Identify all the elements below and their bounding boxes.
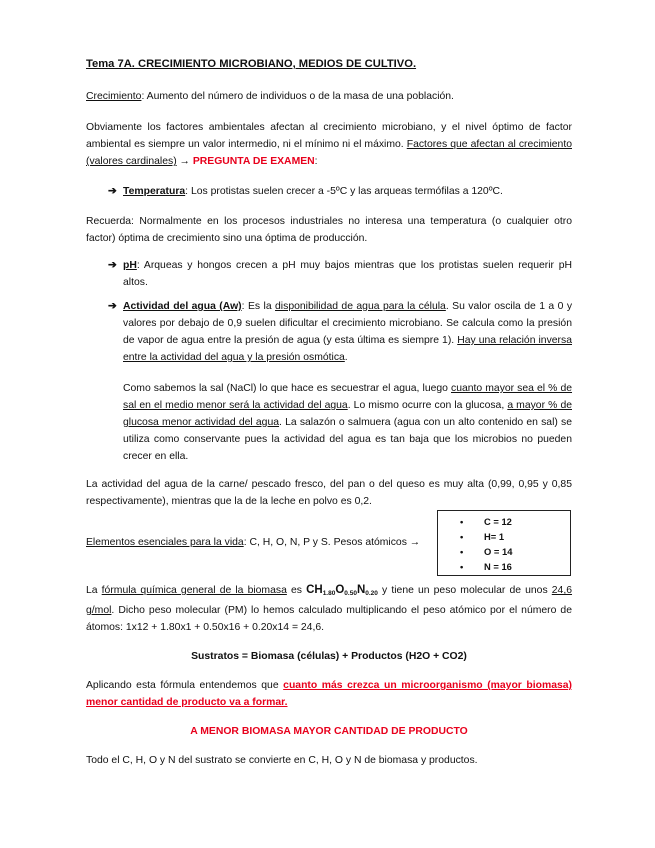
sal-text-2: . Lo mismo ocurre con la glucosa, (347, 400, 508, 411)
sal-text-1: Como sabemos la sal (NaCl) lo que hace es secuestrar el agua, luego (123, 383, 451, 394)
elementos-text (86, 534, 420, 551)
paragraph-crecimiento (86, 88, 572, 105)
formula-underline-2: 24,6 g/mol (86, 585, 573, 616)
paragraph-recuerda: Recuerda: Normalmente en los procesos industriales no interesa una temperatura (o cualquier otro factor) óptima de crecimiento sino una óptima de producción. (86, 216, 572, 244)
equation-line: Sustratos = Biomasa (células) + Productos (H2O + CO2) (191, 651, 467, 662)
atomic-weight-item: • C = 12 (460, 514, 570, 529)
formula-sub-h: 1.80 (322, 590, 336, 597)
aplicando-text: Aplicando esta fórmula entendemos que (86, 680, 284, 691)
bullet-aw-text (123, 298, 572, 366)
bullet-temperatura (108, 183, 572, 200)
paragraph-aplicando (86, 677, 572, 711)
formula-n: N (356, 584, 366, 596)
bullet-ph-text (123, 257, 572, 291)
document-page (86, 56, 572, 779)
aw-underline-2: Hay una relación inversa entre la actividad del agua y la presión osmótica (123, 335, 572, 363)
term-temperatura: Temperatura (123, 186, 186, 197)
exam-label: PREGUNTA DE EXAMEN (192, 156, 315, 167)
bullet-temperatura-text (123, 183, 572, 200)
atomic-weight-item: • O = 14 (460, 544, 570, 559)
formula-underline-1: fórmula química general de la biomasa (101, 585, 287, 596)
term-ph: pH (123, 260, 137, 271)
arrow-bullet-icon: ➔ (108, 301, 117, 312)
term-elementos: Elementos esenciales para la vida (86, 537, 244, 548)
arrow-bullet-icon: ➔ (108, 260, 117, 271)
bullet-ph (108, 257, 572, 291)
formula-sub-n: 0.20 (365, 590, 378, 597)
highlight-statement: A MENOR BIOMASA MAYOR CANTIDAD DE PRODUCTO (190, 726, 468, 737)
sal-underline-1: cuanto mayor sea el % de sal en el medio menor será la actividad del agua (123, 383, 573, 411)
formula-sub-o: 0.50 (344, 590, 357, 597)
atomic-weight-item: • H= 1 (460, 529, 570, 544)
aplicando-red-text: cuanto más crezca un microorganismo (mayor biomasa) menor cantidad de producto va a formar. (86, 680, 572, 708)
formula-text-1: La (86, 585, 102, 596)
aw-underline-1: disponibilidad de agua para la célula (275, 301, 446, 312)
formula-text-4: . Dicho peso molecular (PM) lo hemos calculado multiplicando el peso atómico por el número de átomos: 1x12 + 1.80x1 + 0.50x16 + 0.20x14 = 24,6. (86, 605, 572, 633)
formula-o: O (335, 584, 345, 596)
definition-crecimiento: : Aumento del número de individuos o de la masa de una población. (141, 91, 454, 102)
factores-text: Obviamente los factores ambientales afectan al crecimiento microbiano, y el nivel óptimo de factor ambiental es siempre un valor intermedio, ni el mínimo ni el máximo. (86, 122, 572, 150)
term-aw: Actividad del agua (Aw) (123, 301, 242, 312)
document-title: Tema 7A. CRECIMIENTO MICROBIANO, MEDIOS DE CULTIVO. (86, 58, 417, 70)
biomass-formula (306, 584, 378, 596)
sal-underline-2: a mayor % de glucosa menor actividad del agua (123, 400, 572, 428)
atomic-weight-item: • N = 16 (460, 559, 570, 574)
formula-text-3: y tiene un peso molecular de unos (377, 585, 552, 596)
elementos-row (86, 510, 572, 572)
arrow-bullet-icon: ➔ (108, 186, 117, 197)
aw-text-3: . (344, 352, 348, 363)
paragraph-final: Todo el C, H, O y N del sustrato se convierte en C, H, O y N de biomasa y productos. (86, 755, 478, 766)
paragraph-sal (123, 380, 572, 465)
term-crecimiento: Crecimiento (86, 91, 142, 102)
sal-text-3: . La salazón o salmuera (agua con un alto contenido en sal) se utiliza como conservante pues la actividad del agua es tan baja que los microbios no pueden crecer en ella. (123, 417, 573, 462)
paragraph-formula (86, 582, 572, 636)
paragraph-carne: La actividad del agua de la carne/ pescado fresco, del pan o del queso es muy alta (0,99, 0,95 y 0,85 respectivamente), mientras que la de la leche en polvo es 0,2. (86, 479, 572, 507)
factores-link-text: Factores que afectan al crecimiento (valores cardinales) (86, 139, 572, 167)
ph-text: : Arqueas y hongos crecen a pH muy bajos mientras que los protistas suelen requerir pH altos. (123, 260, 572, 288)
atomic-weights-box (437, 510, 571, 576)
factores-colon: : (314, 156, 318, 167)
elementos-detail: : C, H, O, N, P y S. Pesos atómicos → (243, 537, 421, 548)
temperatura-text: : Los protistas suelen crecer a -5ºC y las arqueas termófilas a 120ºC. (185, 186, 503, 197)
formula-ch: CH (306, 584, 323, 596)
formula-text-2: es (286, 585, 307, 596)
bullet-actividad-agua (108, 298, 572, 366)
arrow-icon: → (176, 156, 193, 167)
paragraph-factores (86, 119, 572, 170)
aw-text-2: . Su valor oscila de 1 a 0 y valores por debajo de 0,9 suelen dificultar el crecimiento microbiano. Se calcula como la presión de vapor de agua entre la presión de agua (y esta última es siempre 1). (123, 301, 573, 346)
aw-text-1: : Es la (241, 301, 276, 312)
atomic-weights-list (460, 514, 570, 574)
